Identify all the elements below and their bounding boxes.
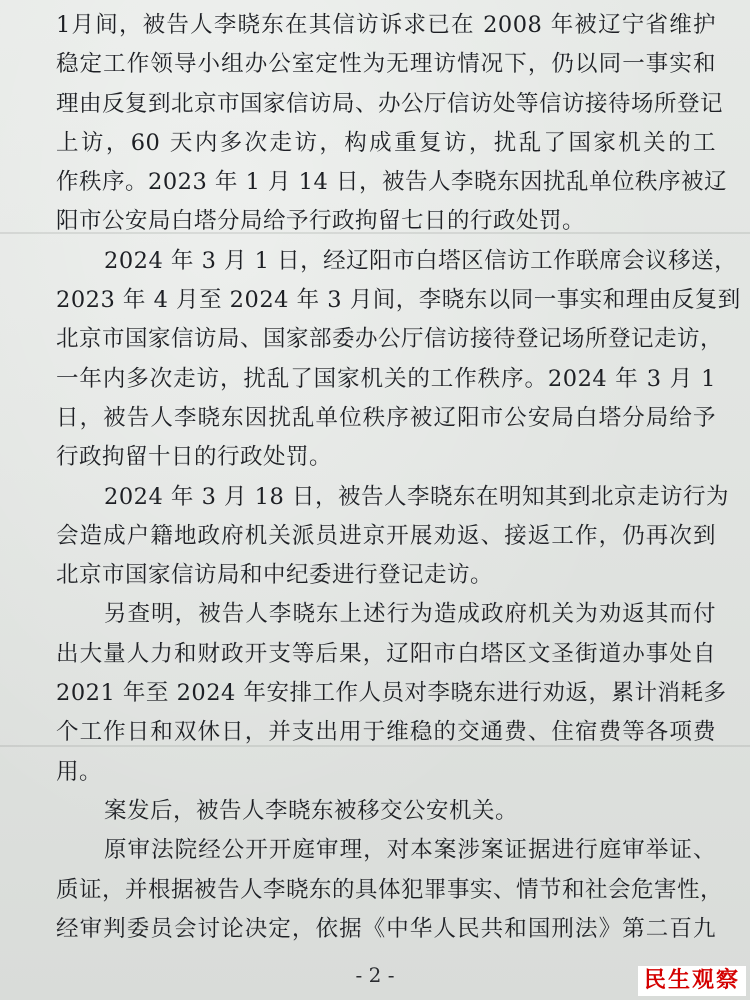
text-line: 案发后，被告人李晓东被移交公安机关。: [104, 797, 519, 824]
text-line: 理由反复到北京市国家信访局、办公厅信访处等信访接待场所登记: [56, 90, 724, 117]
text-line: 会造成户籍地政府机关派员进京开展劝返、接返工作，仍再次到: [56, 522, 716, 549]
text-line: 作秩序。2023 年 1 月 14 日，被告人李晓东因扰乱单位秩序被辽: [56, 169, 727, 196]
watermark-logo: 民生观察: [638, 966, 746, 996]
text-line: 1月间，被告人李晓东在其信访诉求已在 2008 年被辽宁省维护: [56, 12, 716, 38]
text-line: 质证，并根据被告人李晓东的具体犯罪事实、情节和社会危害性，: [56, 876, 724, 903]
text-line: 原审法院经公开开庭审理，对本案涉案证据进行庭审举证、: [104, 837, 716, 864]
text-line: 个工作日和双休日，并支出用于维稳的交通费、住宿费等各项费: [56, 719, 716, 746]
document-body: [56, 6, 741, 949]
text-line: 阳市公安局白塔分局给予行政拘留七日的行政处罚。: [56, 208, 586, 235]
text-line: 经审判委员会讨论决定，依据《中华人民共和国刑法》第二百九: [56, 915, 716, 942]
text-line: 行政拘留十日的行政处罚。: [56, 444, 333, 471]
text-line: 2024 年 3 月 18 日，被告人李晓东在明知其到北京走访行为: [104, 483, 729, 510]
text-line: 2023 年 4 月至 2024 年 3 月间，李晓东以同一事实和理由反复到: [56, 287, 741, 314]
text-line: 出大量人力和财政开支等后果，辽阳市白塔区文圣街道办事处自: [56, 640, 716, 667]
text-line: 一年内多次走访，扰乱了国家机关的工作秩序。2024 年 3 月 1: [56, 365, 716, 392]
text-line: 北京市国家信访局和中纪委进行登记走访。: [56, 562, 494, 589]
text-line: 2024 年 3 月 1 日，经辽阳市白塔区信访工作联席会议移送，: [104, 247, 738, 274]
page-number: - 2 -: [355, 963, 395, 987]
text-line: 日，被告人李晓东因扰乱单位秩序被辽阳市公安局白塔分局给予: [56, 404, 716, 431]
text-line: 另查明，被告人李晓东上述行为造成政府机关为劝返其而付: [104, 601, 716, 628]
text-line: 北京市国家信访局、国家部委办公厅信访接待登记场所登记走访，: [56, 326, 724, 353]
text-line: 稳定工作领导小组办公室定性为无理访情况下，仍以同一事实和: [56, 51, 716, 78]
text-line: 上访，60 天内多次走访，构成重复访，扰乱了国家机关的工: [56, 129, 716, 156]
text-line: 2021 年至 2024 年安排工作人员对李晓东进行劝返，累计消耗多: [56, 680, 727, 707]
text-line: 用。: [56, 758, 103, 785]
